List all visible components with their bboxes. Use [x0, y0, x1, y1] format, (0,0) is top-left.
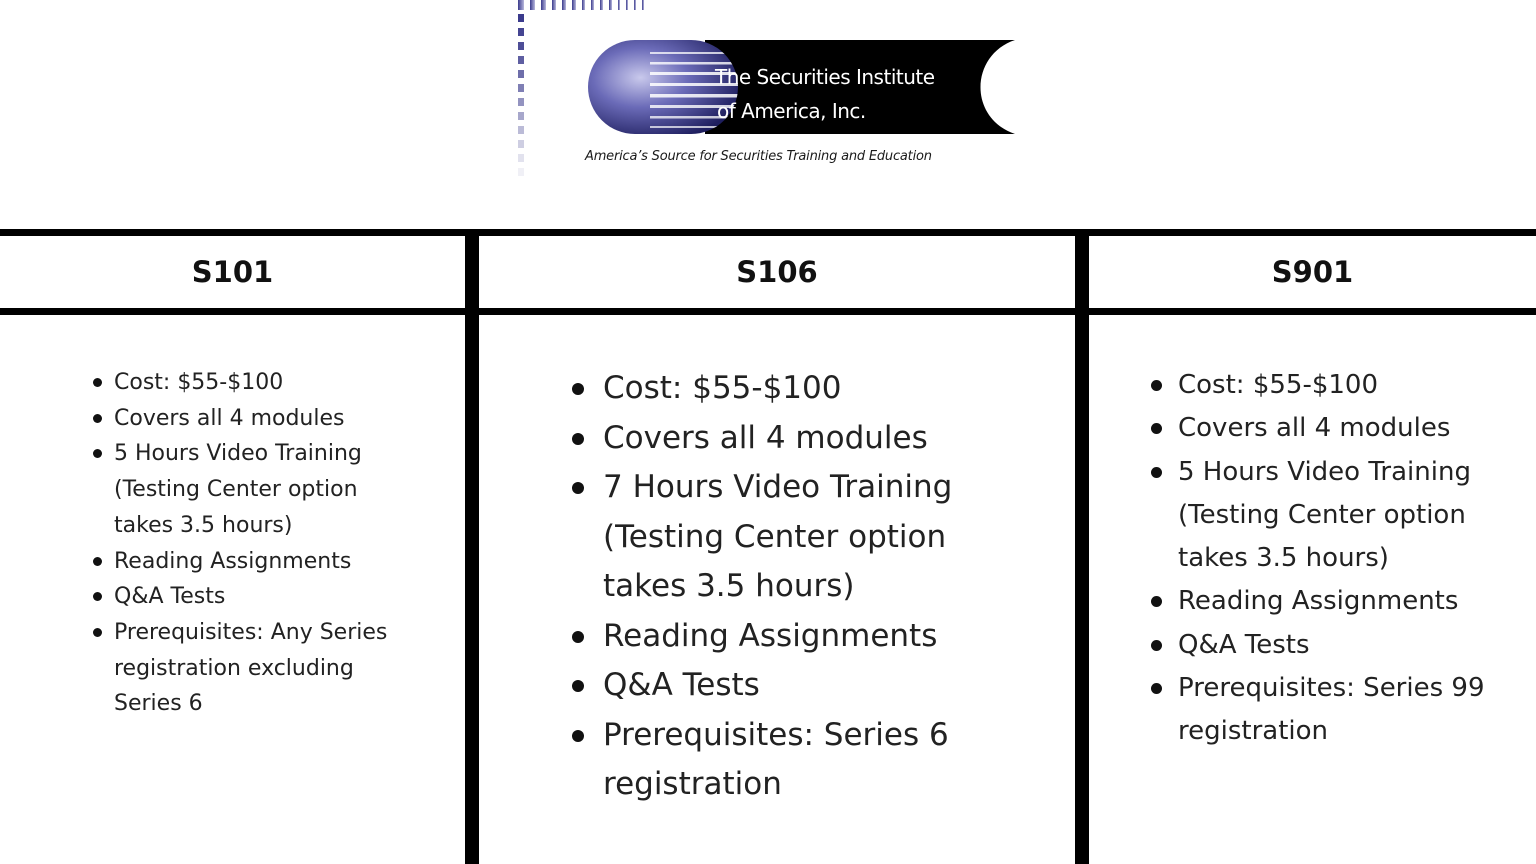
list-item: 5 Hours Video Training (Testing Center option takes 3.5 hours)	[114, 436, 394, 543]
list-item: Reading Assignments	[114, 544, 394, 580]
list-item: Covers all 4 modules	[1178, 407, 1528, 450]
list-item: Prerequisites: Series 99 registration	[1178, 667, 1528, 754]
logo-tagline: America’s Source for Securities Training and Education	[585, 149, 932, 164]
list-item: Cost: $55-$100	[114, 365, 394, 401]
list-item: Q&A Tests	[114, 579, 394, 615]
table-top-border	[0, 229, 1536, 236]
list-item: Cost: $55-$100	[1178, 364, 1528, 407]
company-logo	[500, 0, 1040, 195]
list-item: 5 Hours Video Training (Testing Center option takes 3.5 hours)	[1178, 451, 1528, 581]
list-item: Prerequisites: Series 6 registration	[603, 711, 1023, 810]
logo-name-line-2: of America, Inc.	[717, 99, 866, 123]
column-header-s106: S106	[736, 255, 818, 289]
column-header-s901: S901	[1271, 255, 1354, 289]
list-item: Q&A Tests	[1178, 624, 1528, 667]
table-header-divider	[0, 308, 1536, 315]
logo-name-line-1: The Securities Institute	[715, 65, 935, 89]
column-divider-1	[465, 229, 479, 864]
list-item: Q&A Tests	[603, 661, 1023, 711]
s901-feature-list	[1178, 364, 1528, 754]
list-item: Covers all 4 modules	[603, 414, 1023, 464]
list-item: Reading Assignments	[603, 612, 1023, 662]
list-item: 7 Hours Video Training (Testing Center option takes 3.5 hours)	[603, 463, 1023, 612]
list-item: Prerequisites: Any Series registration excluding Series 6	[114, 615, 394, 722]
s106-feature-list	[603, 364, 1023, 810]
s101-feature-list	[114, 365, 394, 722]
list-item: Covers all 4 modules	[114, 401, 394, 437]
list-item: Reading Assignments	[1178, 580, 1528, 623]
column-header-s101: S101	[191, 255, 274, 289]
column-divider-2	[1075, 229, 1089, 864]
logo-company-name	[715, 60, 965, 128]
list-item: Cost: $55-$100	[603, 364, 1023, 414]
